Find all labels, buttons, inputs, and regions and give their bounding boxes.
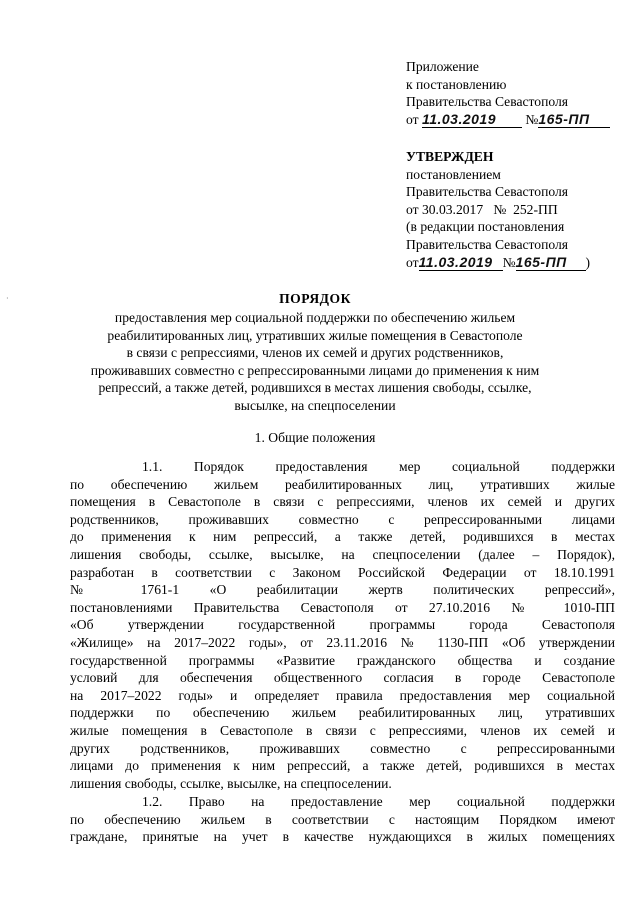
subtitle-line: высылке, на спецпоселении: [234, 397, 396, 413]
paragraph-line: 1.1. Порядок предоставления мер социальной поддержки: [142, 459, 615, 474]
paragraph-line: государственной программы «Развитие гражданского общества и создание: [70, 652, 615, 668]
approved-no-prefix: №: [502, 254, 516, 270]
appendix-line: Приложение: [406, 59, 479, 74]
subtitle-line: реабилитированных лиц, утративших жилые помещения в Севастополе: [107, 327, 523, 343]
appendix-date-line: [406, 111, 618, 129]
paragraph-line: помещения в Севастополе в связи с репрессиями, членов их семей и других: [70, 494, 615, 510]
paragraph-line: лишения свободы, ссылке, высылке, на спецпоселении.: [70, 775, 392, 791]
paragraph-line: постановлениями Правительства Севастополя от 27.10.2016 № 1010-ПП: [70, 599, 615, 615]
approved-from-prefix: от: [406, 254, 419, 270]
approved-close: ): [585, 254, 591, 270]
approved-date: 11.03.2019: [419, 255, 503, 271]
paragraph-line: поддержки по обеспечению жильем реабилитированных лиц, утративших: [70, 705, 615, 721]
approved-label: УТВЕРЖДЕН: [406, 149, 494, 164]
scan-speck: ·: [6, 294, 9, 303]
paragraph-1-1: [70, 458, 615, 792]
appendix-from-prefix: от: [406, 111, 419, 127]
paragraph-line: условий для обеспечения общественного согласия в городе Севастополе: [70, 670, 615, 686]
appendix-block: [406, 58, 618, 128]
approved-block: [406, 148, 618, 271]
subtitle-line: в связи с репрессиями, членов их семей и других родственников,: [126, 345, 504, 361]
approved-date-line: [406, 254, 618, 272]
appendix-number: 165-ПП: [538, 112, 610, 128]
approved-line: от 30.03.2017 № 252-ПП: [406, 201, 558, 217]
paragraph-line: лицами до применения к ним репрессий, а также детей, родившихся в местах: [70, 758, 615, 774]
paragraph-line: других родственников, проживавших совместно с репрессированными: [70, 740, 615, 756]
paragraph-line: до применения к ним репрессий, а также детей, родившихся в местах: [70, 529, 615, 545]
appendix-line: к постановлению: [406, 76, 507, 92]
paragraph-line: жилые помещения в Севастополе в связи с репрессиями, членов их семей и: [70, 722, 615, 738]
approved-line: постановлением: [406, 166, 501, 182]
appendix-date: 11.03.2019: [422, 112, 522, 128]
paragraph-line: № 1761-1 «О реабилитации жертв политических репрессий»,: [70, 582, 615, 598]
paragraph-line: по обеспечению жильем реабилитированных лиц, утративших жилые: [70, 476, 615, 492]
paragraph-line: граждане, принятые на учет в качестве нуждающихся в жилых помещениях: [70, 829, 615, 845]
paragraph-line: лишения свободы, ссылке, высылке, на спецпоселении (далее – Порядок),: [70, 546, 615, 562]
paragraph-line: по обеспечению жильем в соответствии с настоящим Порядком имеют: [70, 811, 615, 827]
appendix-line: Правительства Севастополя: [406, 94, 569, 110]
paragraph-line: «Жилище» на 2017–2022 годы», от 23.11.2016 № 1130-ПП «Об утверждении: [70, 634, 615, 650]
document-subtitle: [40, 309, 590, 415]
approved-line: Правительства Севастополя: [406, 184, 569, 200]
approved-line: Правительства Севастополя: [406, 236, 569, 252]
subtitle-line: проживавших совместно с репрессированными лицами до применения к ним: [90, 362, 540, 378]
paragraph-line: «Об утверждении государственной программы города Севастополя: [70, 617, 615, 633]
subtitle-line: предоставления мер социальной поддержки по обеспечению жильем: [114, 310, 516, 325]
document-title: ПОРЯДОК: [279, 291, 351, 306]
approved-line: (в редакции постановления: [406, 219, 565, 235]
paragraph-line: разработан в соответствии с Законом Российской Федерации от 18.10.1991: [70, 564, 615, 580]
section-title: 1. Общие положения: [254, 430, 376, 445]
appendix-no-prefix: №: [525, 111, 539, 127]
approved-number: 165-ПП: [516, 255, 586, 271]
subtitle-line: репрессий, а также детей, родившихся в местах лишения свободы, ссылке,: [98, 380, 532, 396]
paragraph-line: на 2017–2022 годы» и определяет правила предоставления мер социальной: [70, 687, 615, 703]
paragraph-line: родственников, проживавших совместно с репрессированными лицами: [70, 511, 615, 527]
paragraph-line: 1.2. Право на предоставление мер социальной поддержки: [142, 794, 615, 809]
paragraph-1-2: [70, 793, 615, 846]
